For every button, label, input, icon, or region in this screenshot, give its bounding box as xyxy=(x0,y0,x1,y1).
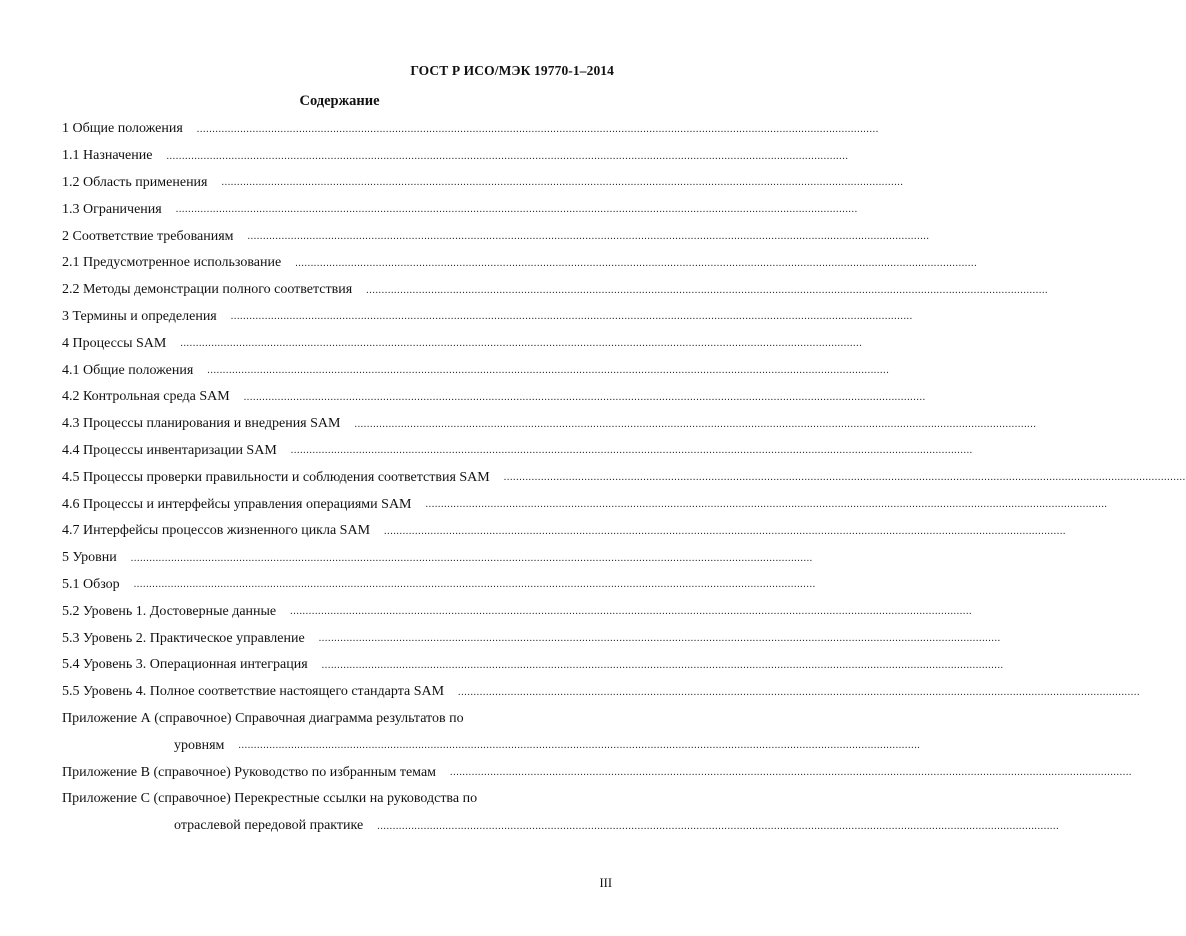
dot-leader: ............................................................................................................................................................................................................................ xyxy=(175,204,858,216)
dot-leader: ............................................................................................................................................................................................................................ xyxy=(366,284,1049,296)
dot-leader: ............................................................................................................................................................................................................................ xyxy=(238,740,921,752)
dot-leader: ............................................................................................................................................................................................................................ xyxy=(130,552,813,564)
dot-leader: ............................................................................................................................................................................................................................ xyxy=(503,472,1186,484)
toc-entry-label: 4.2 Контрольная среда SAM xyxy=(62,389,230,405)
toc-entry xyxy=(62,357,890,384)
toc-entry-label: 1.1 Назначение xyxy=(62,148,153,164)
page-number: III xyxy=(599,876,612,890)
toc-entry-label: 2.2 Методы демонстрации полного соответствия xyxy=(62,282,353,298)
toc-entry xyxy=(62,330,863,357)
toc-entry xyxy=(62,384,926,411)
toc-entry-label: 3 Термины и определения xyxy=(62,308,217,324)
toc-entry xyxy=(62,518,1067,545)
toc-entry xyxy=(62,759,1133,786)
document-header: ГОСТ Р ИСО/МЭК 19770-1–2014 xyxy=(410,63,614,78)
toc-entry xyxy=(62,732,921,759)
toc-entry xyxy=(62,679,1141,706)
toc-entry xyxy=(62,304,913,331)
dot-leader: ............................................................................................................................................................................................................................ xyxy=(290,606,973,618)
dot-leader: ............................................................................................................................................................................................................................ xyxy=(196,123,879,135)
toc-entry xyxy=(62,813,1060,840)
dot-leader: ............................................................................................................................................................................................................................ xyxy=(458,686,1141,698)
toc-entry xyxy=(62,250,978,277)
dot-leader: ............................................................................................................................................................................................................................ xyxy=(133,579,816,591)
toc-entry xyxy=(62,652,1004,679)
toc-entry-label: 4.5 Процессы проверки правильности и соблюдения соответствия SAM xyxy=(62,469,490,485)
toc-entry-label: Приложение А (справочное) Справочная диаграмма результатов по xyxy=(62,710,464,726)
dot-leader: ............................................................................................................................................................................................................................ xyxy=(166,150,849,162)
toc-entry-label: 1 Общие положения xyxy=(62,121,183,137)
toc-entry xyxy=(62,706,588,733)
toc-entry xyxy=(62,170,904,197)
dot-leader: ............................................................................................................................................................................................................................ xyxy=(221,177,904,189)
toc-entry xyxy=(62,196,858,223)
toc-entry-label: 4.6 Процессы и интерфейсы управления операциями SAM xyxy=(62,496,412,512)
dot-leader: ............................................................................................................................................................................................................................ xyxy=(295,257,978,269)
toc-entry-label: 5.2 Уровень 1. Достоверные данные xyxy=(62,603,277,619)
toc-entry xyxy=(62,116,879,143)
toc-entry-label: 4.7 Интерфейсы процессов жизненного цикла SAM xyxy=(62,523,371,539)
table-of-contents xyxy=(62,116,1186,840)
toc-entry xyxy=(62,411,1037,438)
toc-entry xyxy=(62,572,816,599)
dot-leader: ............................................................................................................................................................................................................................ xyxy=(384,525,1067,537)
toc-entry-label: Приложение С (справочное) Перекрестные ссылки на руководства по xyxy=(62,791,478,807)
toc-entry xyxy=(62,143,849,170)
toc-entry-label: 2.1 Предусмотренное использование xyxy=(62,255,282,271)
dot-leader: ............................................................................................................................................................................................................................ xyxy=(247,231,930,243)
dot-leader: ............................................................................................................................................................................................................................ xyxy=(207,365,890,377)
toc-entry xyxy=(62,223,930,250)
dot-leader: ............................................................................................................................................................................................................................ xyxy=(450,767,1133,779)
toc-entry-label: 4.3 Процессы планирования и внедрения SAM xyxy=(62,416,341,432)
dot-leader: ............................................................................................................................................................................................................................ xyxy=(425,499,1108,511)
toc-entry-label: 5.4 Уровень 3. Операционная интеграция xyxy=(62,657,308,673)
toc-entry xyxy=(62,786,588,813)
toc-entry xyxy=(62,491,1108,518)
toc-entry-label: 1.3 Ограничения xyxy=(62,201,162,217)
dot-leader: ............................................................................................................................................................................................................................ xyxy=(243,391,926,403)
toc-entry-label: 5 Уровни xyxy=(62,550,117,566)
toc-entry xyxy=(62,545,813,572)
toc-entry-label: 2 Соответствие требованиям xyxy=(62,228,234,244)
toc-entry-label: 5.3 Уровень 2. Практическое управление xyxy=(62,630,305,646)
dot-leader: ............................................................................................................................................................................................................................ xyxy=(321,659,1004,671)
toc-entry-label: 1.2 Область применения xyxy=(62,174,208,190)
toc-entry xyxy=(62,464,1186,491)
toc-title: Содержание xyxy=(299,93,380,109)
toc-entry-label: 5.1 Обзор xyxy=(62,576,120,592)
dot-leader: ............................................................................................................................................................................................................................ xyxy=(180,338,863,350)
dot-leader: ............................................................................................................................................................................................................................ xyxy=(318,633,1001,645)
dot-leader: ............................................................................................................................................................................................................................ xyxy=(354,418,1037,430)
toc-entry xyxy=(62,598,973,625)
dot-leader: ............................................................................................................................................................................................................................ xyxy=(290,445,973,457)
toc-entry xyxy=(62,625,1001,652)
toc-entry-label: 4.4 Процессы инвентаризации SAM xyxy=(62,442,277,458)
toc-entry xyxy=(62,438,973,465)
toc-entry-label: 4 Процессы SAM xyxy=(62,335,167,351)
toc-entry-label: Приложение В (справочное) Руководство по избранным темам xyxy=(62,764,437,780)
toc-entry-label: уровням xyxy=(174,737,225,753)
toc-entry-label: отраслевой передовой практике xyxy=(174,818,364,834)
toc-entry-label: 5.5 Уровень 4. Полное соответствие настоящего стандарта SAM xyxy=(62,684,445,700)
toc-entry-label: 4.1 Общие положения xyxy=(62,362,194,378)
toc-entry xyxy=(62,277,1049,304)
dot-leader: ............................................................................................................................................................................................................................ xyxy=(377,820,1060,832)
dot-leader: ............................................................................................................................................................................................................................ xyxy=(230,311,913,323)
